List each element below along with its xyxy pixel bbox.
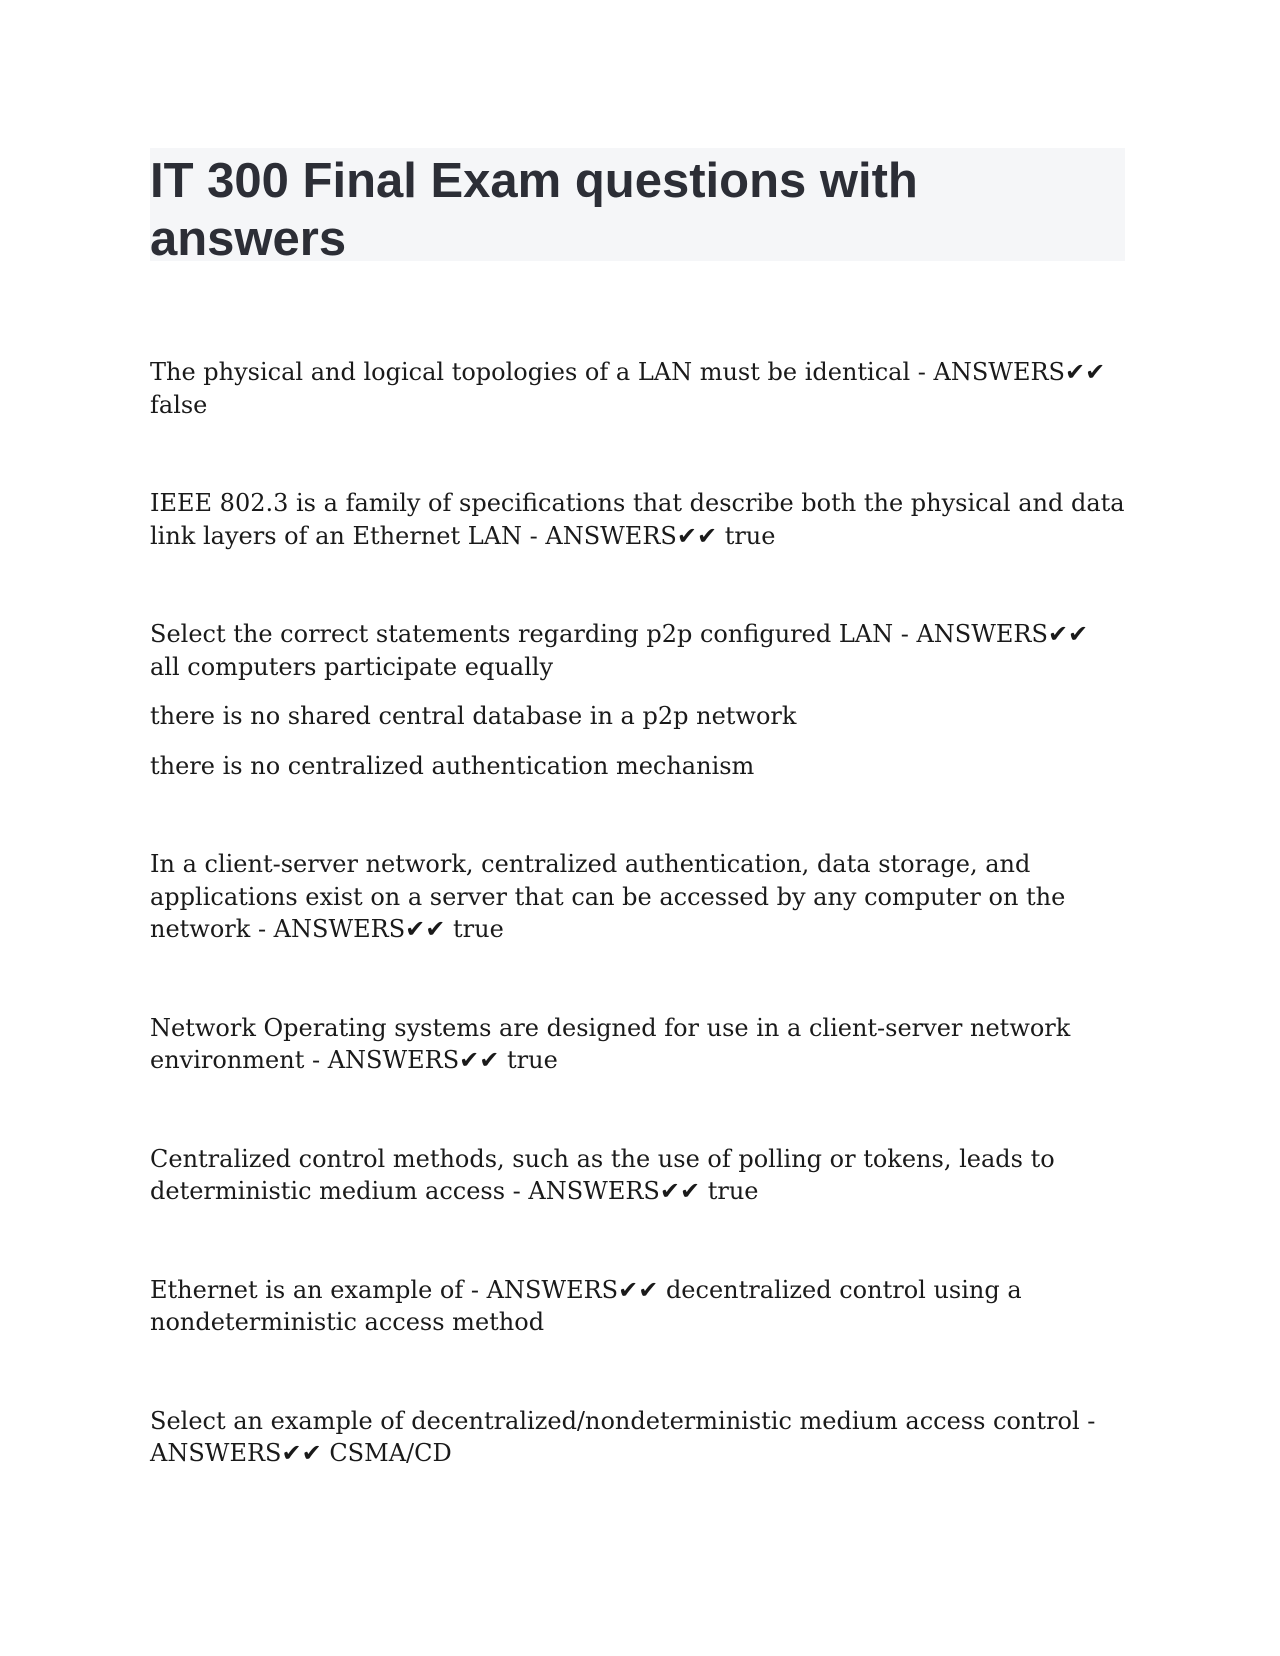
qa-item xyxy=(150,356,1125,421)
document-title: IT 300 Final Exam questions with answers xyxy=(150,154,918,266)
qa-item xyxy=(150,1274,1125,1339)
qa-text: Select an example of decentralized/nondeterministic medium access control - ANSWERS✔✔ CSMA/CD xyxy=(150,1406,1096,1467)
qa-text: Ethernet is an example of - ANSWERS✔✔ decentralized control using a nondeterministic access method xyxy=(150,1275,1022,1336)
qa-text: Network Operating systems are designed for use in a client-server network environment - ANSWERS✔✔ true xyxy=(150,1013,1071,1074)
qa-extra-line: there is no shared central database in a p2p network xyxy=(150,702,797,730)
qa-item xyxy=(150,1012,1125,1077)
qa-item xyxy=(150,848,1125,946)
qa-list xyxy=(150,356,1125,1470)
qa-item xyxy=(150,1405,1125,1470)
qa-text: The physical and logical topologies of a LAN must be identical - ANSWERS✔✔ false xyxy=(150,358,1106,419)
qa-item xyxy=(150,487,1125,552)
document-page xyxy=(150,148,1125,1536)
qa-item xyxy=(150,618,1125,782)
qa-text: IEEE 802.3 is a family of specifications that describe both the physical and data link layers of an Ethernet LAN - ANSWERS✔✔ true xyxy=(150,489,1125,550)
qa-text: Select the correct statements regarding p2p configured LAN - ANSWERS✔✔ all computers participate equally xyxy=(150,620,1089,681)
title-banner xyxy=(150,148,1125,266)
qa-text: In a client-server network, centralized authentication, data storage, and applications exist on a server that can be accessed by any computer on the network - ANSWERS✔✔ true xyxy=(150,850,1066,943)
qa-item xyxy=(150,1143,1125,1208)
qa-extra-line: there is no centralized authentication mechanism xyxy=(150,751,755,780)
qa-text: Centralized control methods, such as the use of polling or tokens, leads to deterministic medium access - ANSWERS✔✔ true xyxy=(150,1144,1055,1205)
